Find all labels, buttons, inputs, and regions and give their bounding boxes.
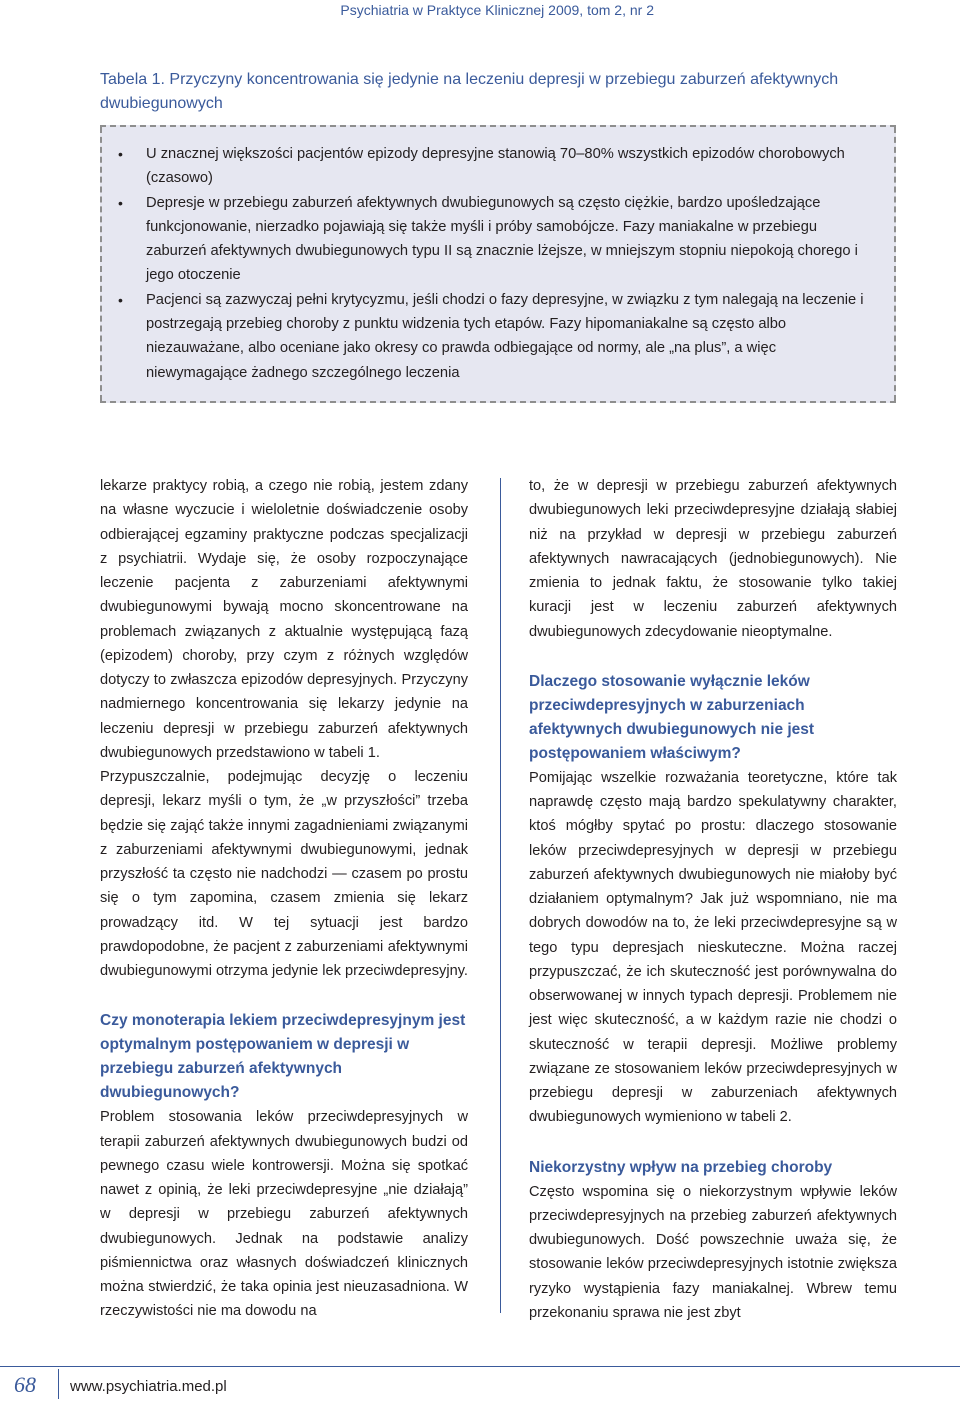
right-column	[529, 474, 897, 1325]
left-paragraph-3: Problem stosowania leków przeciwdepresyjnych w terapii zaburzeń afektywnych dwubiegunowych budzi od pewnego czasu wiele kontrowersji. Można się spotkać nawet z opinią, że leki przeciwdepresyjne „nie działają” w depresji w przebiegu zaburzeń afektywnych dwubiegunowych. Jednak na podstawie analizy piśmiennictwa oraz własnych doświadczeń klinicznych można stwierdzić, że taka opinia jest nieuzasadniona. W rzeczywistości nie ma dowodu na	[100, 1109, 468, 1320]
table-box	[100, 125, 896, 403]
table-item	[118, 288, 878, 385]
running-header: Psychiatria w Praktyce Klinicznej 2009, tom 2, nr 2	[340, 2, 654, 18]
table-item	[118, 142, 878, 191]
left-column	[100, 474, 468, 1324]
section-heading-monotherapy: Czy monoterapia lekiem przeciwdepresyjnym jest optymalnym postępowaniem w depresji w przebiegu zaburzeń afektywnych dwubiegunowych?	[100, 1012, 466, 1102]
page-number: 68	[14, 1372, 36, 1397]
page-number-separator	[58, 1369, 59, 1399]
column-divider	[500, 478, 501, 1313]
table-title: Przyczyny koncentrowania się jedynie na leczeniu depresji w przebiegu zaburzeń afektywnych dwubiegunowych	[100, 71, 839, 112]
footer-website-link[interactable]: www.psychiatria.med.pl	[70, 1378, 227, 1395]
section-heading-why-not: Dlaczego stosowanie wyłącznie leków przeciwdepresyjnych w zaburzeniach afektywnych dwubiegunowych nie jest postępowaniem właściwym?	[529, 672, 815, 762]
footer-rule	[0, 1366, 960, 1367]
bullet-icon: •	[118, 194, 123, 211]
left-paragraph-1: lekarze praktycy robią, a czego nie robią, jestem zdany na własne wyczucie i wieloletnie doświadczenie osoby odbierającej egzaminy praktyczne podczas specjalizacji z psychiatrii. Wydaje się, że osoby rozpoczynające leczenie pacjenta z zaburzeniami afektywnymi dwubiegunowymi bywają mocno skoncentrowane na problemach związanych z aktualnie występującą fazą (epizodem) choroby, przy czym z różnych względów dotyczy to zwłaszcza epizodów depresyjnych. Przyczyny nadmiernego koncentrowania się lekarzy jedynie na leczeniu depresji w przebiegu zaburzeń afektywnych dwubiegunowych przedstawiono w tabeli 1.	[100, 478, 468, 761]
left-paragraph-2: Przypuszczalnie, podejmując decyzję o leczeniu depresji, lekarz myśli o tym, że „w przyszłości” trzeba będzie się zająć także innymi zagadnieniami związanymi z zaburzeniami afektywnymi dwubiegunowymi, jednak przyszłość ta często nie nadchodzi — czasem po prostu się o tym zapomina, czasem zmienia się lekarz prowadzący itd. W tej sytuacji jest bardzo prawdopodobne, że pacjent z zaburzeniami afektywnymi dwubiegunowymi otrzyma jedynie lek przeciwdepresyjny.	[100, 769, 468, 979]
bullet-icon: •	[118, 291, 123, 308]
section-heading-adverse-effect: Niekorzystny wpływ na przebieg choroby	[529, 1158, 833, 1176]
right-paragraph-2: Pomijając wszelkie rozważania teoretyczne, które tak naprawdę często mają bardzo spekulatywny charakter, ktoś mógłby spytać po prostu: dlaczego stosowanie leków przeciwdepresyjnych w depresji w przebiegu zaburzeń afektywnych dwubiegunowych nie miałoby być działaniem optymalnym? Jak już wspomniano, nie ma dobrych dowodów na to, że leki przeciwdepresyjne są w tego typu depresjach nieskuteczne. Można raczej przypuszczać, że ich skuteczność jest porównywalna do obserwowanej w innych typach depresji. Problemem nie jest więc skuteczność, a w każdym razie nie chodzi o skuteczność w terapii depresji. Możliwe problemy związane ze stosowaniem leków przeciwdepresyjnych w przebiegu depresji w zaburzeniach afektywnych dwubiegunowych wymieniono w tabeli 2.	[529, 769, 897, 1126]
table-caption	[100, 68, 900, 116]
table-item-text: Depresje w przebiegu zaburzeń afektywnych dwubiegunowych są często ciężkie, bardzo upośledzające funkcjonowanie, nierzadko pojawiają się także myśli i próby samobójcze. Fazy maniakalne w przebiegu zaburzeń afektywnych dwubiegunowych typu II są znacznie lżejsze, w mniejszym stopniu niepokoją chorego i jego otoczenie	[146, 194, 858, 284]
table-item	[118, 191, 878, 288]
bullet-icon: •	[118, 146, 123, 162]
table-item-text: U znacznej większości pacjentów epizody depresyjne stanowią 70–80% wszystkich epizodów chorobowych (czasowo)	[146, 146, 845, 187]
right-paragraph-3: Często wspomina się o niekorzystnym wpływie leków przeciwdepresyjnych na przebieg zaburzeń afektywnych dwubiegunowych. Dość powszechnie uważa się, że stosowanie leków przeciwdepresyjnych istotnie zwiększa ryzyko wystąpienia fazy maniakalnej. Wbrew temu przekonaniu sprawa nie jest zbyt	[529, 1183, 897, 1321]
table-item-text: Pacjenci są zazwyczaj pełni krytycyzmu, jeśli chodzi o fazy depresyjne, w związku z tym nalegają na leczenie i postrzegają przebieg choroby z punktu widzenia tych etapów. Fazy hipomaniakalne są często albo niezauważane, albo oceniane jako okresy co prawda odbiegające od normy, ale „na plus”, a więc niewymagające żadnego szczególnego leczenia	[146, 291, 864, 381]
table-list	[118, 142, 878, 385]
table-label: Tabela 1.	[100, 71, 165, 88]
right-paragraph-1: to, że w depresji w przebiegu zaburzeń afektywnych dwubiegunowych leki przeciwdepresyjne działają słabiej niż na przykład w depresji w przebiegu zaburzeń afektywnych nawracających (jednobiegunowych). Nie zmienia to jednak faktu, że stosowanie tylko takiej kuracji jest w leczeniu zaburzeń afektywnych dwubiegunowych zdecydowanie nieoptymalne.	[529, 478, 897, 640]
